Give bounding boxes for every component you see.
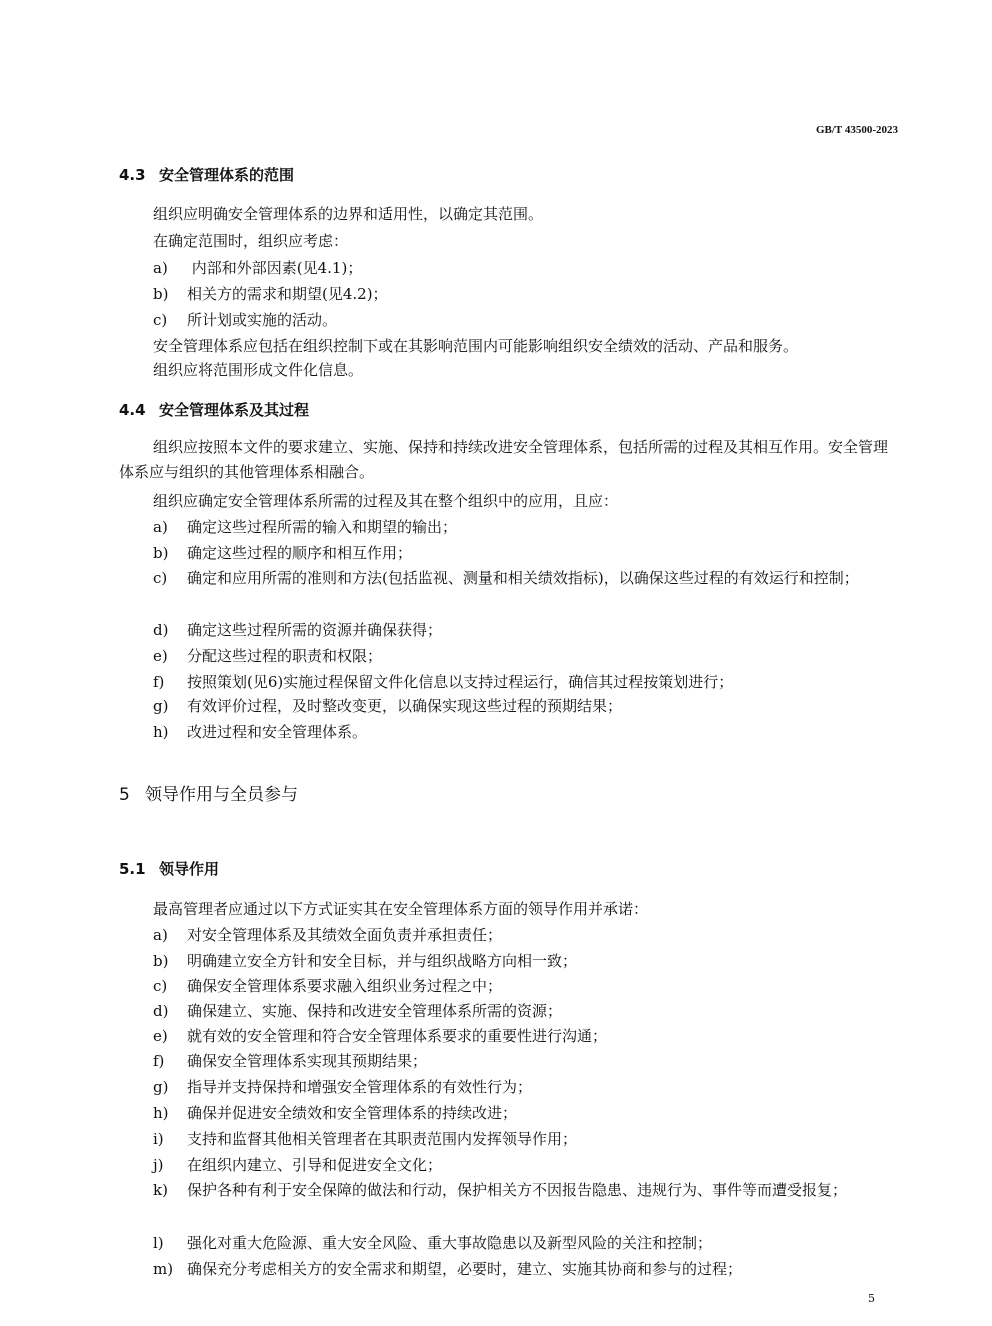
section-title: 安全管理体系及其过程 bbox=[159, 401, 310, 419]
list-item: k) 保护各种有利于安全保障的做法和行动，保护相关方不因报告隐患、违规行为、事件等而遭受报复； bbox=[153, 1181, 848, 1199]
list-item: d) 确保建立、实施、保持和改进安全管理体系所需的资源； bbox=[153, 1002, 563, 1020]
page-number: 5 bbox=[868, 1292, 875, 1305]
chapter-heading-5 bbox=[119, 780, 298, 805]
section-heading-4-4 bbox=[119, 399, 309, 420]
section-number: 5.1 bbox=[119, 860, 146, 878]
chapter-title: 领导作用与全员参与 bbox=[145, 785, 298, 805]
chapter-number: 5 bbox=[119, 785, 130, 805]
list-item: c) 确保安全管理体系要求融入组织业务过程之中； bbox=[153, 977, 503, 995]
list-item: j) 在组织内建立、引导和促进安全文化； bbox=[153, 1156, 443, 1174]
paragraph: 组织应确定安全管理体系所需的过程及其在整个组织中的应用，且应： bbox=[153, 492, 619, 510]
paragraph: 组织应明确安全管理体系的边界和适用性，以确定其范围。 bbox=[153, 205, 544, 223]
list-item: g) 有效评价过程，及时整改变更，以确保实现这些过程的预期结果； bbox=[153, 697, 623, 715]
section-number: 4.4 bbox=[119, 401, 146, 419]
section-number: 4.3 bbox=[119, 166, 146, 184]
list-item: g) 指导并支持保持和增强安全管理体系的有效性行为； bbox=[153, 1078, 533, 1096]
list-item: e) 就有效的安全管理和符合安全管理体系要求的重要性进行沟通； bbox=[153, 1027, 608, 1045]
section-heading-4-3 bbox=[119, 164, 294, 185]
list-item: i) 支持和监督其他相关管理者在其职责范围内发挥领导作用； bbox=[153, 1130, 578, 1148]
list-item: b) 确定这些过程的顺序和相互作用； bbox=[153, 544, 413, 562]
paragraph: 组织应将范围形成文件化信息。 bbox=[153, 361, 364, 379]
list-item: f) 按照策划(见6)实施过程保留文件化信息以支持过程运行，确信其过程按策划进行； bbox=[153, 673, 734, 691]
list-item: d) 确定这些过程所需的资源并确保获得； bbox=[153, 621, 443, 639]
list-item: b) 相关方的需求和期望(见4.2)； bbox=[153, 285, 388, 303]
section-heading-5-1 bbox=[119, 858, 219, 879]
list-item: l) 强化对重大危险源、重大安全风险、重大事故隐患以及新型风险的关注和控制； bbox=[153, 1234, 713, 1252]
list-item: a) 内部和外部因素(见4.1)； bbox=[153, 259, 363, 277]
list-item: b) 明确建立安全方针和安全目标，并与组织战略方向相一致； bbox=[153, 952, 578, 970]
list-item: c) 所计划或实施的活动。 bbox=[153, 311, 338, 329]
list-item: f) 确保安全管理体系实现其预期结果； bbox=[153, 1052, 428, 1070]
section-title: 领导作用 bbox=[159, 860, 220, 878]
list-item: h) 确保并促进安全绩效和安全管理体系的持续改进； bbox=[153, 1104, 518, 1122]
list-item: m) 确保充分考虑相关方的安全需求和期望，必要时，建立、实施其协商和参与的过程； bbox=[153, 1260, 743, 1278]
section-title: 安全管理体系的范围 bbox=[159, 166, 295, 184]
paragraph: 在确定范围时，组织应考虑： bbox=[153, 232, 349, 250]
list-item: a) 确定这些过程所需的输入和期望的输出； bbox=[153, 518, 458, 536]
list-item: c) 确定和应用所需的准则和方法(包括监视、测量和相关绩效指标)，以确保这些过程的有效运行和控制； bbox=[153, 569, 859, 587]
list-item: e) 分配这些过程的职责和权限； bbox=[153, 647, 383, 665]
standard-number: GB/T 43500-2023 bbox=[815, 124, 898, 136]
paragraph: 最高管理者应通过以下方式证实其在安全管理体系方面的领导作用并承诺： bbox=[153, 900, 649, 918]
paragraph: 组织应按照本文件的要求建立、实施、保持和持续改进安全管理体系，包括所需的过程及其相互作用。安全管理体系应与组织的其他管理体系相融合。 bbox=[119, 438, 889, 481]
list-item: a) 对安全管理体系及其绩效全面负责并承担责任； bbox=[153, 926, 503, 944]
list-item: h) 改进过程和安全管理体系。 bbox=[153, 723, 368, 741]
paragraph: 安全管理体系应包括在组织控制下或在其影响范围内可能影响组织安全绩效的活动、产品和服务。 bbox=[153, 337, 799, 355]
